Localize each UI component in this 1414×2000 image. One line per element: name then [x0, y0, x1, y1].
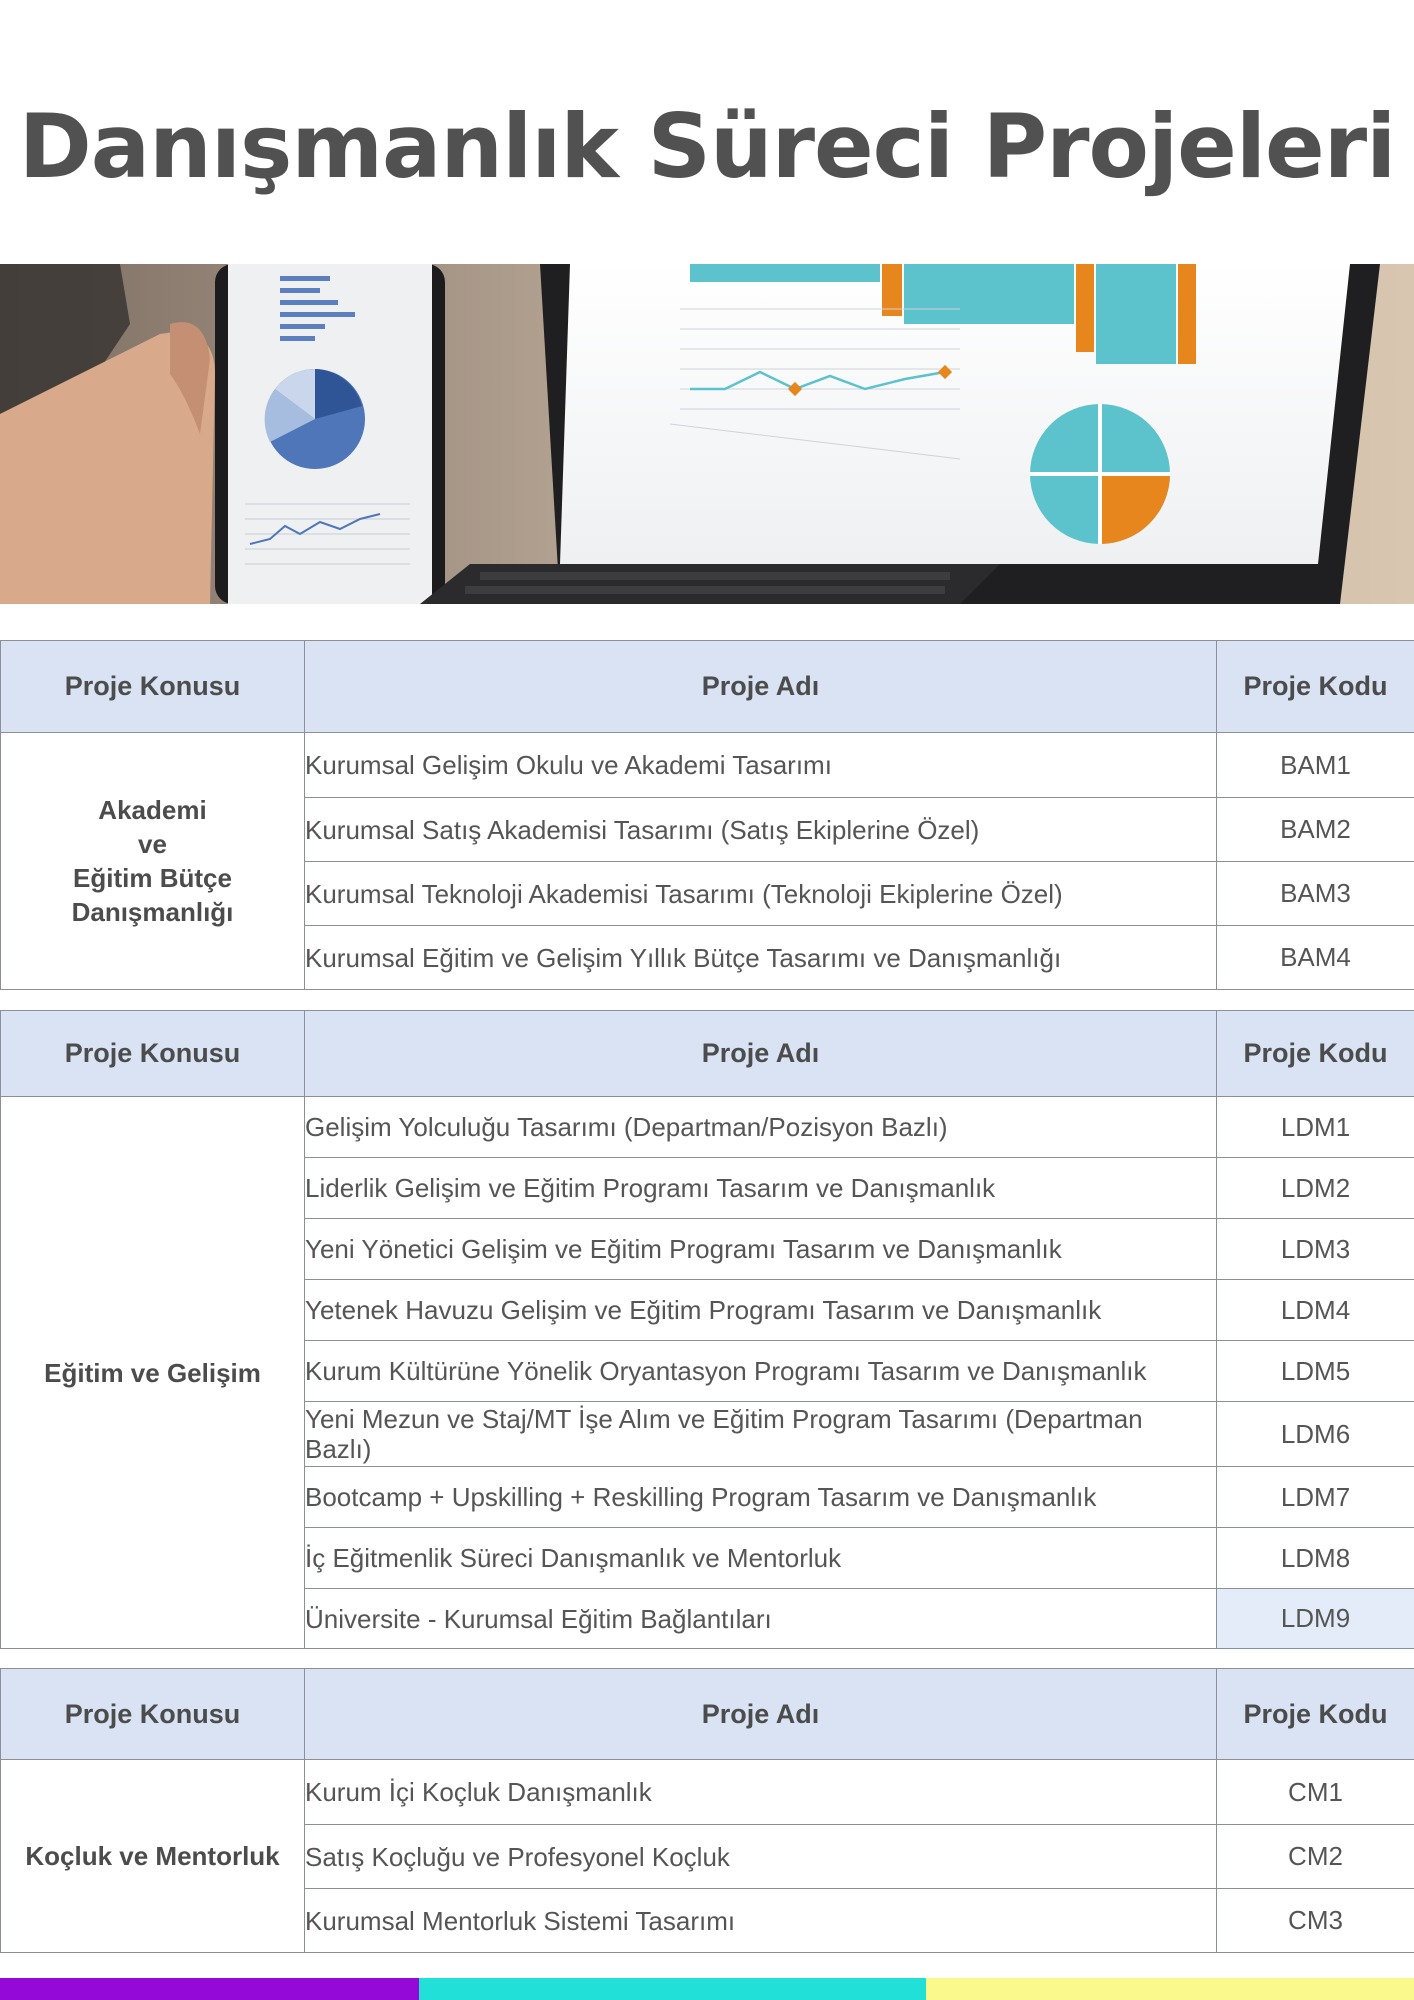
project-code-cell: CM2	[1217, 1825, 1414, 1889]
project-table-coaching	[0, 1668, 1414, 1953]
project-table-academy	[0, 640, 1414, 990]
project-code-cell: LDM8	[1217, 1528, 1414, 1589]
project-name-cell: Kurumsal Eğitim ve Gelişim Yıllık Bütçe Tasarımı ve Danışmanlığı	[305, 926, 1217, 990]
footer-bar-purple	[0, 1978, 419, 2000]
column-header-code: Proje Kodu	[1217, 1011, 1414, 1097]
project-name-cell: İç Eğitmenlik Süreci Danışmanlık ve Mentorluk	[305, 1528, 1217, 1589]
project-code-cell: LDM2	[1217, 1158, 1414, 1219]
page-title: Danışmanlık Süreci Projeleri	[18, 95, 1396, 198]
project-code-cell: BAM3	[1217, 862, 1414, 926]
project-code-cell: CM1	[1217, 1760, 1414, 1825]
project-name-cell: Yetenek Havuzu Gelişim ve Eğitim Programı Tasarım ve Danışmanlık	[305, 1280, 1217, 1341]
project-code-cell: LDM6	[1217, 1402, 1414, 1467]
project-code-cell: CM3	[1217, 1889, 1414, 1953]
topic-line: ve	[138, 829, 167, 859]
project-code-cell: BAM4	[1217, 926, 1414, 990]
project-name-cell: Gelişim Yolculuğu Tasarımı (Departman/Pozisyon Bazlı)	[305, 1097, 1217, 1158]
project-code-cell: LDM5	[1217, 1341, 1414, 1402]
hero-image	[0, 264, 1414, 604]
project-name-cell: Bootcamp + Upskilling + Reskilling Program Tasarım ve Danışmanlık	[305, 1467, 1217, 1528]
footer-bar-yellow	[926, 1978, 1414, 2000]
topic-line: Danışmanlığı	[71, 897, 234, 927]
project-code-cell: LDM7	[1217, 1467, 1414, 1528]
project-name-cell: Kurum İçi Koçluk Danışmanlık	[305, 1760, 1217, 1825]
project-code-cell: LDM1	[1217, 1097, 1414, 1158]
project-table-training	[0, 1010, 1414, 1649]
project-name-cell: Yeni Mezun ve Staj/MT İşe Alım ve Eğitim Program Tasarımı (Departman Bazlı)	[305, 1402, 1217, 1467]
project-name-cell: Satış Koçluğu ve Profesyonel Koçluk	[305, 1825, 1217, 1889]
project-code-cell: BAM2	[1217, 798, 1414, 862]
topic-line: Eğitim Bütçe	[73, 863, 232, 893]
footer-color-bar	[0, 1978, 1414, 2000]
topic-line: Akademi	[98, 795, 207, 825]
project-name-cell: Kurumsal Satış Akademisi Tasarımı (Satış Ekiplerine Özel)	[305, 798, 1217, 862]
column-header-name: Proje Adı	[305, 641, 1217, 733]
project-name-cell: Kurumsal Gelişim Okulu ve Akademi Tasarımı	[305, 733, 1217, 798]
project-name-cell: Yeni Yönetici Gelişim ve Eğitim Programı Tasarım ve Danışmanlık	[305, 1219, 1217, 1280]
project-code-cell: LDM3	[1217, 1219, 1414, 1280]
project-name-cell: Liderlik Gelişim ve Eğitim Programı Tasarım ve Danışmanlık	[305, 1158, 1217, 1219]
column-header-topic: Proje Konusu	[1, 1669, 305, 1760]
column-header-code: Proje Kodu	[1217, 641, 1414, 733]
project-name-cell: Kurumsal Mentorluk Sistemi Tasarımı	[305, 1889, 1217, 1953]
project-code-cell: LDM9	[1217, 1589, 1414, 1649]
column-header-code: Proje Kodu	[1217, 1669, 1414, 1760]
column-header-name: Proje Adı	[305, 1669, 1217, 1760]
column-header-topic: Proje Konusu	[1, 641, 305, 733]
topic-cell: Koçluk ve Mentorluk	[1, 1760, 305, 1953]
topic-cell	[1, 733, 305, 990]
footer-bar-cyan	[419, 1978, 926, 2000]
laptop-dashboard-icon	[0, 264, 1414, 604]
topic-cell: Eğitim ve Gelişim	[1, 1097, 305, 1649]
project-name-cell: Üniversite - Kurumsal Eğitim Bağlantıları	[305, 1589, 1217, 1649]
project-name-cell: Kurumsal Teknoloji Akademisi Tasarımı (Teknoloji Ekiplerine Özel)	[305, 862, 1217, 926]
column-header-name: Proje Adı	[305, 1011, 1217, 1097]
project-name-cell: Kurum Kültürüne Yönelik Oryantasyon Programı Tasarım ve Danışmanlık	[305, 1341, 1217, 1402]
project-code-cell: BAM1	[1217, 733, 1414, 798]
column-header-topic: Proje Konusu	[1, 1011, 305, 1097]
project-code-cell: LDM4	[1217, 1280, 1414, 1341]
